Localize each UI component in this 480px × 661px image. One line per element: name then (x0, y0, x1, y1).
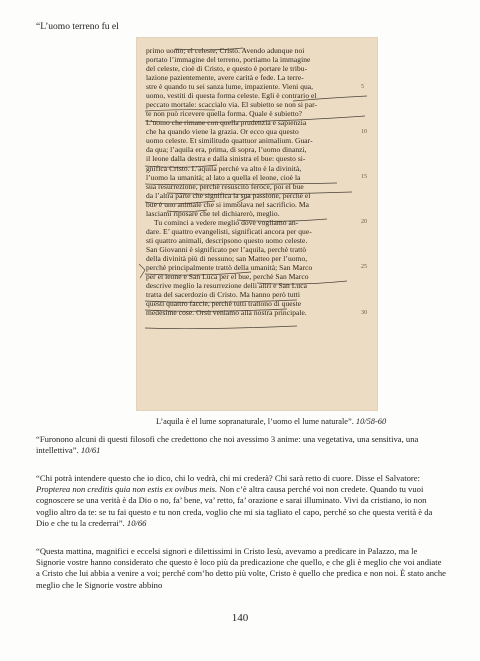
scan-caption (156, 417, 386, 426)
scan-line: che ha quando viene la grazia. Or ecco qua questo (146, 127, 299, 137)
scan-line: lasciami riposare che tel dichiarerò, meglio. (146, 208, 280, 218)
scan-line: portato l’immagine del terreno, portiamo la immagine (146, 55, 311, 65)
underline-annotation (167, 210, 207, 212)
quote-paragraph (36, 546, 446, 591)
scan-line: perchè principalmente trattò della umanità; San Marco (146, 262, 313, 272)
quote-paragraph (36, 434, 446, 456)
underline-annotation (167, 192, 352, 194)
pen-annotations (137, 38, 377, 410)
underline-annotation (145, 326, 297, 329)
line-number: 15 (361, 174, 367, 181)
underline-annotation (145, 116, 365, 122)
line-number: 30 (361, 309, 367, 316)
scan-line: te non può ricevere quella forma. Quale è subietto? (146, 109, 303, 119)
line-number: 25 (361, 264, 367, 271)
scan-line: del celeste, cioè di Cristo, e questo è portare le tribu- (146, 64, 308, 74)
scan-line: il leone dalla destra e dalla sinistra el bue: questo si- (146, 154, 306, 164)
scan-line: peccato mortale: scaccialo via. El subietto se non si par- (146, 100, 318, 110)
underline-annotation (237, 219, 327, 221)
scan-line: gnifica Cristo. L’aquila perchè va alto è la divinità, (146, 163, 302, 173)
underline-annotation (145, 300, 297, 302)
scan-line: tratta del sacerdozio di Cristo. Ma hanno però tutti (146, 290, 301, 300)
scanned-page-excerpt (137, 38, 377, 410)
quote-paragraph (36, 473, 446, 529)
latin-quote: Propterea non creditis quia non estis ex ovibus meis. (36, 484, 218, 495)
scan-line: bue è uno animale che si immolava nel sacrificio. Ma (146, 199, 309, 209)
caption-reference: 10/58-60 (355, 417, 387, 426)
scan-line: medesime cose. Orsù veniamo alla nostra principale. (146, 308, 307, 318)
scan-line: da qua; l’aquila era, prima, di sopra, l’uomo dinanzi, (146, 145, 307, 155)
quote-text: “Questa mattina, magnifici e eccelsi signori e dilettissimi in Cristo Iesù, avevamo a predicare in Palazzo, ma le Signorie vostre hanno considerato che questo è loco più da predicazione che quello, e che gli è meglio che voi andiate a Cristo che lui abbia a venire a voi; perché com’ho detto più volte, Cristo è quello che predica e non noi. È stato anche meglio che le Signorie vostre abbino (36, 546, 446, 590)
quote-text: “Chi potrà intendere questo che io dico, chi lo vedrà, chi mi crederà? Chi sarà retto di cuore. Disse el Salvatore: (36, 473, 420, 483)
underline-annotation (175, 48, 243, 50)
underline-annotation (145, 201, 215, 204)
underline-annotation (145, 272, 251, 275)
page-number: 140 (231, 612, 249, 624)
margin-mark-annotation (139, 264, 145, 278)
line-number: 10 (361, 128, 367, 135)
underline-annotation (145, 309, 287, 311)
scan-line: descrive meglio la resurrezione delli altri e San Luca (146, 281, 307, 291)
caption-text: L’aquila è el lume sopranaturale, l’uomo el lume naturale”. (156, 417, 354, 426)
scan-line: dare. E’ quattro evangelisti, significati ancora per que- (146, 226, 312, 236)
scan-line: della divinità più di nessuno; san Matteo per l’uomo, (146, 253, 308, 263)
underline-annotation (257, 281, 347, 284)
scan-line: da l’altra parte che significa la sua passione, perchè el (146, 190, 311, 200)
scan-line: San Giovanni è significato per l’aquila, perchè trattò (146, 244, 307, 254)
scan-line: primo uomo; el celeste, Cristo. Avendo adunque noi (146, 46, 305, 55)
scan-line: sua resurrezione, perchè resuscitò feroce, poi el bue (146, 181, 304, 191)
top-quote: “L’uomo terreno fu el (36, 22, 119, 32)
quote-text: Non c’è altra causa perché voi non credete. Quando tu vuoi cognoscere se una verità è da Dio o no, fa’ bene, va’ retto, fa’ orazione e sarai illuminato. Vivi da cristiano, io non voglio altro da te: se tu fai questo e tu non creda, voglio che mi sia tagliato el capo, perché so che questa verità è da Dio e che tu la crederrai”. (36, 484, 433, 528)
line-number: 5 (361, 83, 364, 90)
scan-line: stre è quando tu sei sanza lume, impaziente. Vieni qua, (146, 82, 314, 92)
scan-line: uomo celeste. Et similitudo quattuor animalium. Guar- (146, 136, 313, 146)
scan-line: sti quattro animali, descripsono questo uomo celeste. (146, 235, 308, 245)
scan-line: lazione pazientemente, avere carità e fede. La terre- (146, 73, 304, 83)
scan-line: questi quattro faccie, perchè tutti trattono di queste (146, 299, 302, 309)
quote-text: “Furonono alcuni di questi filosofi che credettono che noi avessimo 3 anime: una vegetativa, una sensitiva, una intellettiva”. (36, 434, 419, 456)
quote-reference: 10/61 (80, 445, 101, 456)
underline-annotation (293, 96, 367, 101)
scan-line: per el leone e San Luca per el bue, perchè San Marco (146, 272, 309, 281)
scan-line: l’uomo la umanità; al lato a quella el leone, cioè la (146, 172, 301, 182)
scan-line: uomo, vestiti di questa forma celeste. Egli è contrario el (146, 91, 317, 101)
underline-annotation (145, 110, 215, 111)
scan-line: L’uomo che rimane con quella prudenzia e sapienzia (146, 118, 307, 128)
checkmark-annotation (237, 196, 249, 203)
line-number: 20 (361, 219, 367, 226)
underline-annotation (145, 165, 217, 167)
quote-reference: 10/66 (126, 517, 147, 528)
scan-line: Tu cominci a vedere meglio dove vogliamo an- (154, 217, 299, 227)
underline-annotation (145, 183, 337, 185)
